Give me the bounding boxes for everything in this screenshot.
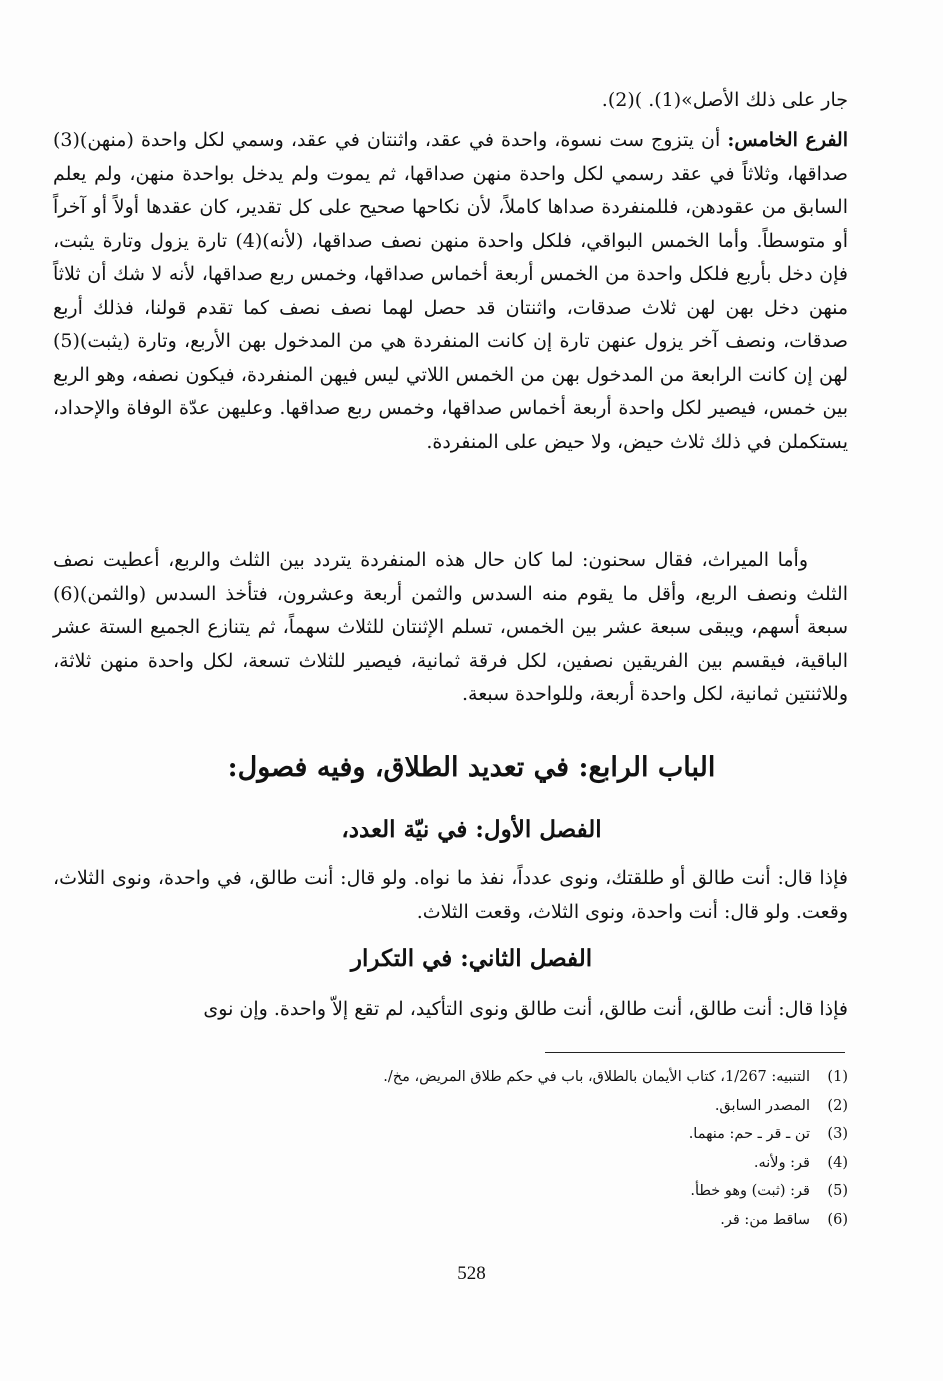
chapter-heading: الباب الرابع: في تعديد الطلاق، وفيه فصول: xyxy=(227,752,716,783)
section2-heading: الفصل الثاني: في التكرار xyxy=(350,945,593,972)
footnotes-list xyxy=(288,1063,848,1234)
footnote-item xyxy=(288,1120,848,1149)
paragraph-section1 xyxy=(53,862,848,929)
footnote-number: (1) xyxy=(827,1069,848,1085)
footnote-number: (5) xyxy=(827,1183,848,1199)
footnote-number: (2) xyxy=(827,1097,848,1114)
footnote-item xyxy=(288,1206,848,1235)
footnote-text: تن ـ قر ـ حم: منهما. xyxy=(688,1126,810,1142)
footnote-number: (3) xyxy=(827,1126,848,1142)
footnote-item xyxy=(288,1177,848,1206)
opening-line-text: جار على ذلك الأصل»(1). )(2). xyxy=(601,89,848,111)
section2-text: فإذا قال: أنت طالق، أنت طالق، أنت طالق ونوى التأكيد، لم تقع إلاّ واحدة. وإن نوى xyxy=(203,998,848,1020)
section1-heading: الفصل الأول: في نيّة العدد، xyxy=(341,816,602,843)
fifth-branch-text: أن يتزوج ست نسوة، واحدة في عقد، واثنتان في عقد، وسمي لكل واحدة (منهن)(3) صداقها، وثلاثاً في عقد رسمي لكل واحدة منهن صداقها، ثم يموت ولم يدخل بواحدة منهن، ولم يعلم السابق من عقودهن، فللمنفردة صداها كاملاً، لأن نكاحها صحيح على كل تقدير، كان عقدها أولاً أو آخراً أو متوسطاً. وأما الخمس البواقي، فلكل واحدة منهن نصف صداقها، (لأنه)(4) تارة يزول وتارة يثبت، فإن دخل بأربع فلكل واحدة من الخمس أربعة أخماس صداقها، وخمس ربع صداقها، لأنه لا شك أن ثلاثاً منهن دخل بهن لهن ثلاث صدقات، واثنتان قد حصل لهما نصف نصف كما تقدم قولنا، فذلك أربع صدقات، ونصف آخر يزول عنهن تارة إن كانت المنفردة هي من المدخول بهن الأربع، وتارة (يثبت)(5) لهن إن كانت الرابعة من المدخول بهن من الخمس اللاتي ليس فيهن المنفردة، فيكون نصفه، وهو الربع بين خمس، فيصير لكل واحدة أربعة أخماس صداقها، وخمس ربع صداقها. وعليهن عدّة الوفاة والإحداد، يستكملن في ذلك ثلاث حيض، ولا حيض على المنفردة. xyxy=(53,129,848,453)
footnote-text: التنبيه: 1/267، كتاب الأيمان بالطلاق، باب في حكم طلاق المريض، مخ/. xyxy=(383,1069,810,1085)
footnote-number: (4) xyxy=(827,1154,848,1171)
section1-text: فإذا قال: أنت طالق أو طلقتك، ونوى عدداً، نفذ ما نواه. ولو قال: أنت طالق، في واحدة، ونوى الثلاث، وقعت. ولو قال: أنت واحدة، ونوى الثلاث، وقعت الثلاث. xyxy=(53,867,848,923)
opening-line xyxy=(53,84,848,118)
footnote-text: قر: ولأنه. xyxy=(753,1154,810,1171)
paragraph-fifth-branch xyxy=(53,124,848,459)
footnote-item xyxy=(288,1063,848,1092)
paragraph-inheritance xyxy=(53,544,848,712)
footnote-text: ساقط من: قر. xyxy=(720,1211,810,1228)
fifth-branch-label: الفرع الخامس: xyxy=(727,129,848,151)
footnote-item xyxy=(288,1092,848,1121)
footnote-divider xyxy=(545,1052,845,1053)
inheritance-text: وأما الميراث، فقال سحنون: لما كان حال هذه المنفردة يتردد بين الثلث والربع، أعطيت نصف الثلث ونصف الربع، وأقل ما يقوم منه السدس والثمن أربعة وعشرون، فتأخذ السدس (والثمن)(6) سبعة أسهم، ويبقى سبعة عشر بين الخمس، تسلم الإثنتان للثلاث سهماً، ثم يتنازع الجميع الستة عشر الباقية، فيقسم بين الفريقين نصفين، لكل فرقة ثمانية، فيصير للثلاث تسعة، لكل واحدة منهن ثلاثة، وللاثنتين ثمانية، لكل واحدة أربعة، وللواحدة سبعة. xyxy=(53,549,848,705)
footnote-text: المصدر السابق. xyxy=(714,1097,810,1114)
footnote-number: (6) xyxy=(827,1211,848,1228)
footnote-text: قر: (ثبت) وهو خطأ. xyxy=(690,1183,810,1199)
footnote-item xyxy=(288,1149,848,1178)
paragraph-section2 xyxy=(53,993,848,1027)
page-number: 528 xyxy=(457,1263,486,1284)
